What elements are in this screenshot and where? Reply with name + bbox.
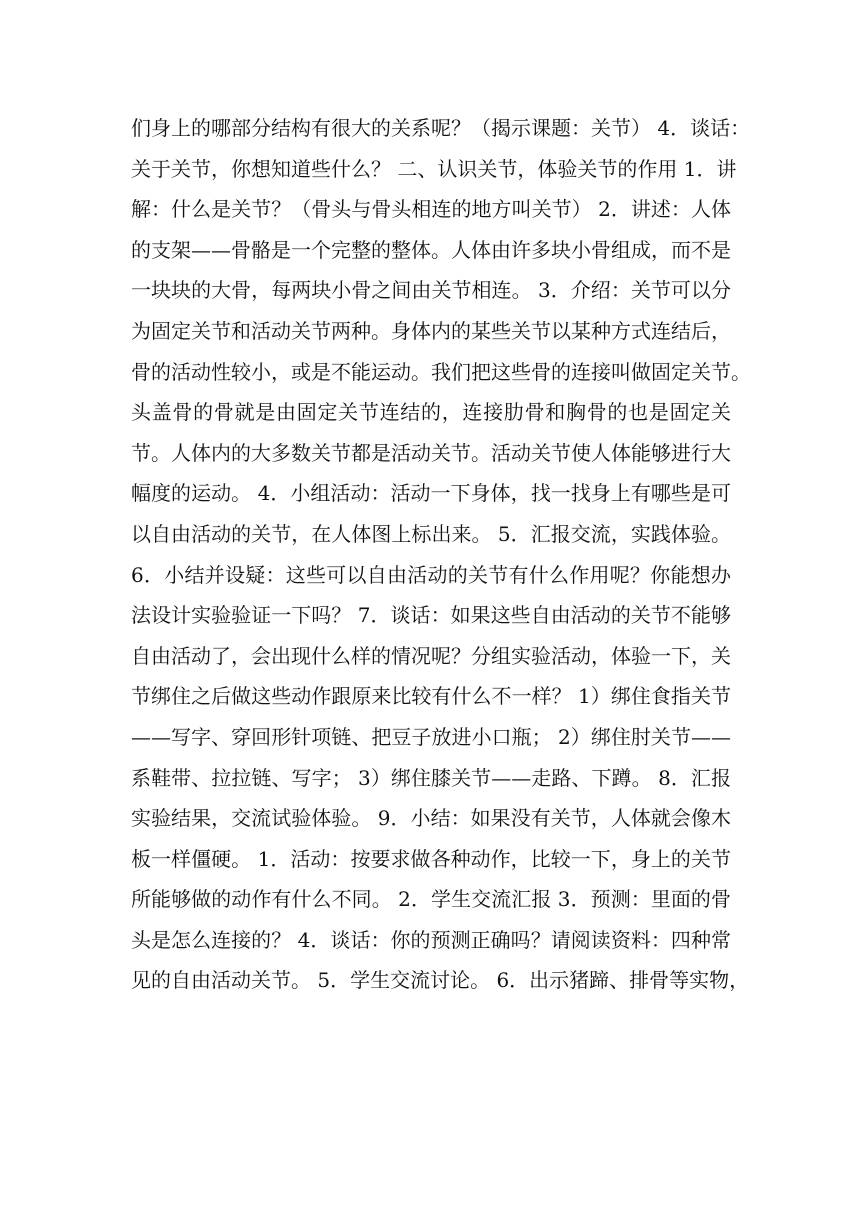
text-line: 关于关节，你想知道些什么？ 二、认识关节，体验关节的作用 1．讲	[131, 156, 737, 181]
text-line: 解：什么是关节？（骨头与骨头相连的地方叫关节） 2．讲述：人体	[131, 197, 731, 222]
text-line: 实验结果，交流试验体验。 9．小结：如果没有关节，人体就会像木	[131, 806, 731, 831]
text-line: 为固定关节和活动关节两种。身体内的某些关节以某种方式连结后，	[131, 318, 731, 343]
text-line: 节。人体内的大多数关节都是活动关节。活动关节使人体能够进行大	[131, 440, 731, 465]
text-line: 6．小结并设疑：这些可以自由活动的关节有什么作用呢？你能想办	[131, 562, 731, 587]
text-line: 法设计实验验证一下吗？ 7．谈话：如果这些自由活动的关节不能够	[131, 603, 731, 628]
text-line: 板一样僵硬。 1．活动：按要求做各种动作，比较一下，身上的关节	[131, 846, 731, 871]
text-line: 一块块的大骨，每两块小骨之间由关节相连。 3．介绍：关节可以分	[131, 278, 731, 303]
text-line: 以自由活动的关节，在人体图上标出来。 5．汇报交流，实践体验。	[131, 521, 731, 546]
text-line: 系鞋带、拉拉链、写字； 3）绑住膝关节——走路、下蹲。 8．汇报	[131, 765, 731, 790]
body-text	[131, 108, 751, 1001]
text-line: 的支架——骨骼是一个完整的整体。人体由许多块小骨组成，而不是	[131, 237, 731, 262]
text-line: 见的自由活动关节。 5．学生交流讨论。 6．出示猪蹄、排骨等实物，	[131, 968, 750, 993]
text-line: 们身上的哪部分结构有很大的关系呢？（揭示课题：关节） 4．谈话：	[131, 116, 751, 140]
text-line: 头是怎么连接的？ 4．谈话：你的预测正确吗？请阅读资料：四种常	[131, 927, 731, 952]
text-line: ——写字、穿回形针项链、把豆子放进小口瓶； 2）绑住肘关节——	[131, 724, 731, 749]
text-line: 幅度的运动。 4．小组活动：活动一下身体，找一找身上有哪些是可	[131, 481, 731, 506]
text-line: 骨的活动性较小，或是不能运动。我们把这些骨的连接叫做固定关节。	[131, 359, 751, 384]
text-line: 自由活动了，会出现什么样的情况呢？分组实验活动，体验一下，关	[131, 643, 731, 668]
text-line: 所能够做的动作有什么不同。 2．学生交流汇报 3．预测：里面的骨	[131, 887, 731, 912]
text-line: 头盖骨的骨就是由固定关节连结的，连接肋骨和胸骨的也是固定关	[131, 400, 731, 425]
text-line: 节绑住之后做这些动作跟原来比较有什么不一样？ 1）绑住食指关节	[131, 684, 731, 709]
